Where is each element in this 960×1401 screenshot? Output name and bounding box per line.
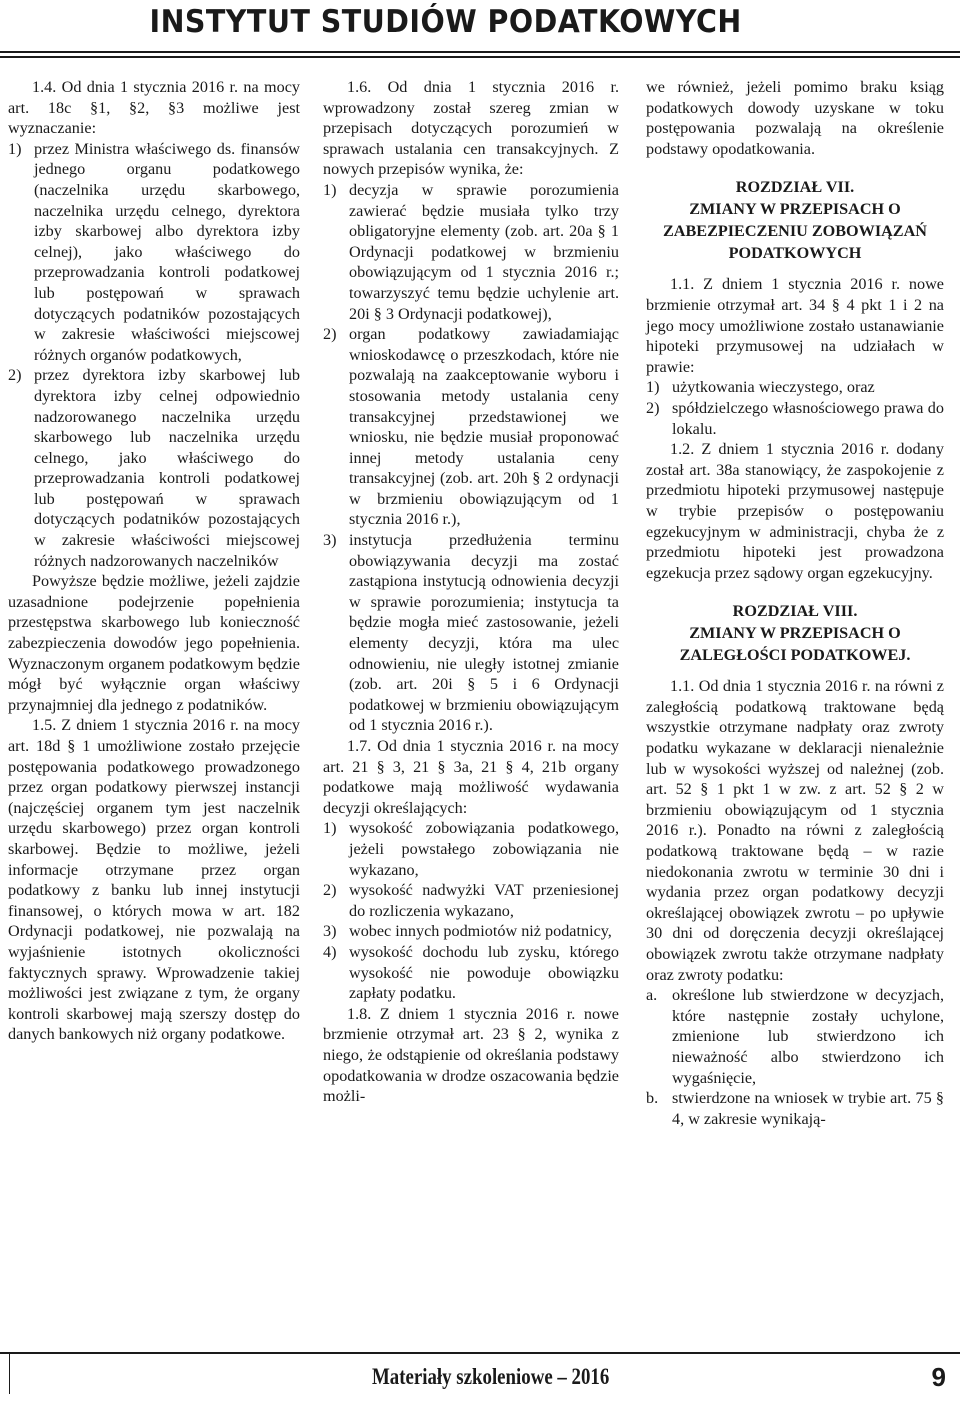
- list-marker: 4): [323, 942, 337, 961]
- paragraph: we również, jeżeli pomimo braku ksiąg podatkowych dowody uzyskane w toku postępowania pozwalają na określenie podstawy opodatkowania.: [646, 78, 944, 158]
- column-3: [646, 77, 944, 1129]
- list-text: wysokość nadwyżki VAT przeniesionej do rozliczenia wykazano,: [349, 881, 619, 920]
- footer-publication-name: Materiały szkoleniowe – 2016: [372, 1364, 610, 1389]
- list-marker: 3): [323, 922, 337, 941]
- paragraph: 1.6. Od dnia 1 stycznia 2016 r. wprowadzony został szereg zmian w przepisach dotyczących porozumień w sprawach ustalania cen transakcyjnych. Z nowych przepisów wynika, że:: [323, 78, 619, 179]
- paragraph: 1.7. Od dnia 1 stycznia 2016 r. na mocy art. 21 § 3, 21 § 3a, 21 § 4, 21b organy podatkowe mają możliwość wydawania decyzji określających:: [323, 737, 619, 817]
- list-text: decyzja w sprawie porozumienia zawierać będzie musiała tylko trzy obligatoryjne elementy (zob. art. 20a § 1 Ordynacji podatkowej w brzmieniu obowiązującym od 1 stycznia 2016 r.; towarzyszyć temu będzie uchylenie art. 20i § 3 Ordynacji podatkowej),: [349, 180, 619, 323]
- list-item: [323, 942, 619, 1004]
- footer-left-bracket: [9, 1354, 10, 1394]
- paragraph: 1.2. Z dniem 1 stycznia 2016 r. dodany został art. 38a stanowiący, że zaspokojenie z przedmiotu hipoteki przymusowej następuje w trybie przepisów o postępowaniu egzekucyjnym w administracji, chyba że z przedmiotu hipoteki jest prowadzona egzekucja przez sądowy organ egzekucyjny.: [646, 440, 944, 582]
- list-item: [646, 398, 944, 439]
- list-text: wysokość dochodu lub zysku, którego wysokość nie powoduje obowiązku zapłaty podatku.: [349, 942, 619, 1003]
- list-item: [8, 365, 300, 571]
- column-2: [323, 77, 619, 1107]
- paragraph: Powyższe będzie możliwe, jeżeli zajdzie uzasadnione podejrzenie popełnienia przestępstwa skarbowego lub konieczność zabezpieczenia dowodów jego popełnienia. Wyznaczonym organem podatkowym będzie mógł być wyłącznie organ właściwy przynajmniej dla jednego z podatników.: [8, 572, 300, 714]
- list-text: wysokość zobowiązania podatkowego, jeżeli powstałego zobowiązania nie wykazano,: [349, 819, 619, 879]
- list-text: użytkowania wieczystego, oraz: [672, 378, 875, 397]
- page-number: 9: [931, 1362, 946, 1392]
- list-text: określone lub stwierdzone w decyzjach, które następnie zostały uchylone, zmienione lub stwierdzono ich nieważność albo stwierdzono ich wygaśnięcie,: [672, 986, 944, 1087]
- list-item: [323, 530, 619, 736]
- list-text: organ podatkowy zawiadamiając wnioskodawcę o przeszkodach, które nie pozwalają na zaakceptowanie wyboru i stosowania metody ustalania ceny transakcyjnej przedstawionej we wniosku, nie będzie musiał proponować innej metody ustalania ceny transakcyjnej (zob. art. 20h § 2 ordynacji w brzmieniu obowiązującym od 1 stycznia 2016 r.),: [349, 325, 619, 529]
- chapter-heading: ROZDZIAŁ VII.: [735, 178, 855, 197]
- list-marker: 2): [323, 325, 337, 344]
- list-marker: 1): [8, 139, 22, 158]
- list-item: [323, 180, 619, 324]
- chapter-heading: ROZDZIAŁ VIII.: [732, 602, 858, 621]
- list-marker: 2): [323, 881, 337, 900]
- list-text: spółdzielczego własnościowego prawa do lokalu.: [672, 398, 944, 438]
- list-item: [8, 139, 300, 366]
- paragraph: 1.5. Z dniem 1 stycznia 2016 r. na mocy art. 18d § 1 umożliwione zostało przejęcie postępowania podatkowego prowadzonego przez organ podatkowy pierwszej instancji (najczęściej organem tym jest naczelnik urzędu skarbowego) przez organ kontroli skarbowej. Będzie to możliwe, jeżeli informacje otrzymane przez organ podatkowy z banku lub innej instytucji finansowej, o których mowa w art. 182 Ordynacji podatkowej, nie pozwalają na wyjaśnienie istotnych okoliczności faktycznych sprawy. Wprowadzenie takiej możliwości jest związane z tym, że organy kontroli skarbowej mają szerszy dostęp do danych bankowych niż organy podatkowe.: [8, 716, 300, 1044]
- list-marker: 3): [323, 531, 337, 550]
- paragraph: 1.4. Od dnia 1 stycznia 2016 r. na mocy art. 18c §1, §2, §3 możliwe jest wyznaczanie:: [8, 78, 300, 138]
- list-marker: 1): [323, 180, 337, 199]
- list-marker: b.: [646, 1089, 659, 1108]
- list-item: [323, 324, 619, 530]
- paragraph: 1.1. Z dniem 1 stycznia 2016 r. nowe brzmienie otrzymał art. 34 § 4 pkt 1 i 2 na jego mocy umożliwione zostało ustanawianie hipoteki przymusowej na udziałach w prawie:: [646, 275, 944, 376]
- list-text: przez Ministra właściwego ds. finansów jednego organu podatkowego (naczelnika urzędu skarbowego, naczelnika urzędu celnego, dyrektora izby skarbowej albo dyrektora izby celnej), jako właściwego do przeprowadzania kontroli podatkowej lub postępowań w sprawach dotyczących podatników pozostających w zakresie właściwości miejscowej różnych organów podatkowych,: [34, 139, 300, 364]
- header-rule-secondary: [0, 56, 960, 58]
- list-marker: 1): [646, 378, 660, 397]
- list-text: stwierdzone na wniosek w trybie art. 75 § 4, w zakresie wynikają-: [672, 1089, 944, 1128]
- list-item: [646, 1088, 944, 1129]
- chapter-title: ZMIANY W PRZEPISACH O ZALEGŁOŚCI PODATKOWEJ.: [679, 624, 911, 665]
- column-1: [8, 77, 300, 1045]
- chapter-title: ZMIANY W PRZEPISACH O ZABEZPIECZENIU ZOBOWIĄZAŃ PODATKOWYCH: [662, 200, 927, 263]
- list-item: [646, 985, 944, 1088]
- list-marker: a.: [646, 986, 658, 1005]
- page-header-title: INSTYTUT STUDIÓW PODATKOWYCH: [149, 4, 742, 40]
- list-text: instytucja przedłużenia terminu obowiązywania decyzji ma zostać zastąpiona instytucją odnowienia decyzji w sprawie porozumienia; instytucja ta będzie mogła mieć zastosowanie, jeżeli elementy decyzji, która ma ulec odnowieniu, nie uległy istotnej zmianie (zob. art. 20i § 5 i 6 Ordynacji podatkowej w brzmieniu obowiązującym od 1 stycznia 2016 r.).: [349, 531, 619, 735]
- paragraph: 1.8. Z dniem 1 stycznia 2016 r. nowe brzmienie otrzymał art. 23 § 2, wynika z niego, że odstąpienie od określania podstawy opodatkowania w drodze oszacowania będzie możli-: [323, 1004, 619, 1106]
- list-item: [323, 880, 619, 921]
- list-marker: 2): [8, 366, 22, 385]
- footer-rule: [0, 1352, 960, 1354]
- list-text: przez dyrektora izby skarbowej lub dyrektora izby celnej odpowiednio nadzorowanego naczelnika urzędu skarbowego lub naczelnika urzędu celnego, jako właściwego do przeprowadzania kontroli podatkowej lub postępowań w sprawach dotyczących podatników pozostających w zakresie właściwości miejscowej różnych nadzorowanych naczelników: [34, 366, 300, 570]
- list-text: wobec innych podmiotów niż podatnicy,: [349, 922, 612, 941]
- list-item: [323, 921, 619, 942]
- list-marker: 2): [646, 398, 660, 417]
- list-item: [323, 818, 619, 880]
- header-rule: [0, 51, 960, 53]
- list-item: [646, 377, 944, 398]
- paragraph: 1.1. Od dnia 1 stycznia 2016 r. na równi z zaległością podatkową traktowane będą wszystkie otrzymane nadpłaty oraz zwroty podatku wykazane w deklaracji nienależnie lub w wysokości wyższej od należnej (zob. art. 52 § 1 pkt 1 w zw. z art. 52 § 2 w brzmieniu obowiązującym od 1 stycznia 2016 r.). Ponadto na równi z zaległością podatkową traktowane będą – w razie niedokonania zwrotu w terminie 30 dni i wydania przez organ podatkowy decyzji określającej obowiązek zwrotu – po upływie 30 dni od doręczenia decyzji określającej obowiązek zwrotu także otrzymane nadpłaty oraz zwroty podatku:: [646, 677, 944, 984]
- list-marker: 1): [323, 819, 337, 838]
